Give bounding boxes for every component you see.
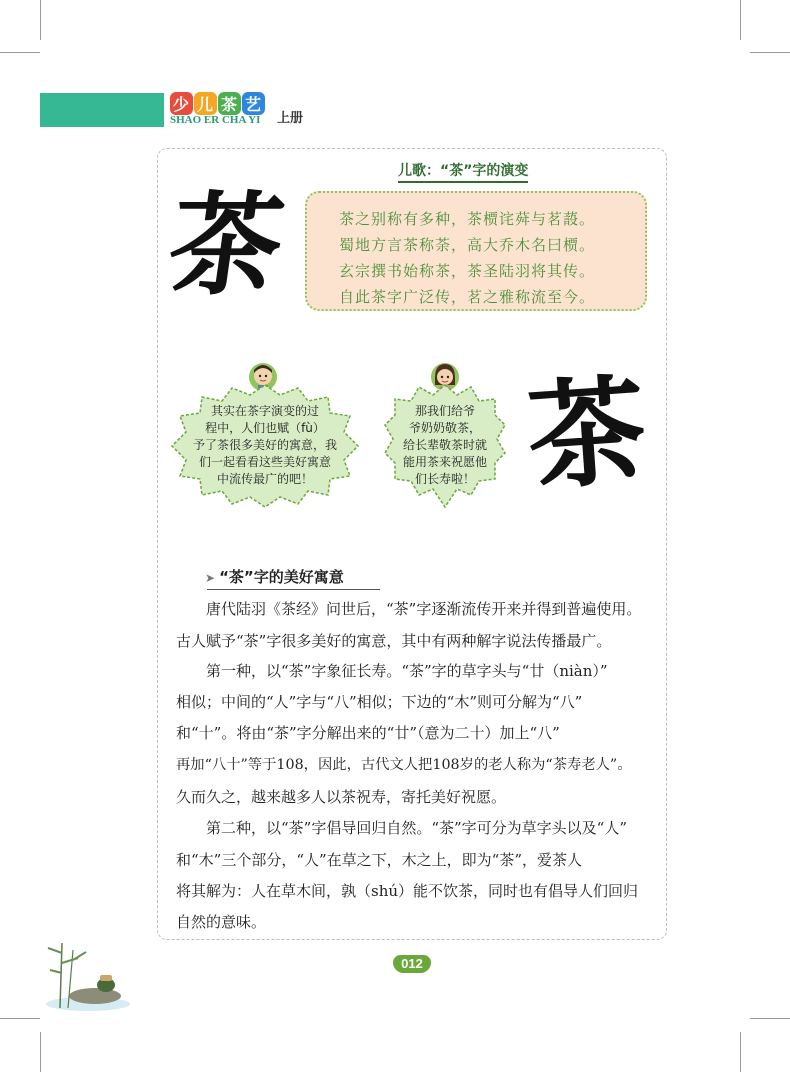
body-line: 相似；中间的“人”字与“八”相似；下边的“木”则可分解为“八”	[176, 693, 583, 711]
calligraphy-character: 茶	[523, 360, 651, 507]
logo-char: 茶	[218, 92, 241, 115]
body-line: 第二种，以“茶”字倡导回归自然。“茶”字可分为草字头以及“人”	[176, 819, 628, 837]
body-line: 和“木”三个部分，“人”在草之下，木之上，即为“茶”，爱茶人	[176, 851, 583, 869]
section-heading-text: “茶”字的美好寓意	[219, 568, 344, 586]
volume-label: 上册	[277, 111, 304, 126]
crop-mark	[740, 1032, 741, 1072]
speech-bubble-left	[170, 383, 360, 509]
crop-mark	[750, 52, 790, 53]
crop-mark	[0, 52, 40, 53]
body-line: 再加“八十”等于108，因此，古代文人把108岁的老人称为“茶寿老人”。	[176, 757, 632, 773]
bubble-line: 予了茶很多美好的寓意，我	[192, 438, 337, 452]
section-underline	[207, 589, 380, 590]
bubble-line: 那我们给爷	[414, 404, 475, 418]
logo-char: 艺	[242, 92, 265, 115]
body-line: 自然的意味。	[176, 913, 267, 931]
bubble-line: 中流传最广的吧！	[216, 472, 313, 486]
book-logo	[170, 92, 266, 115]
crop-mark	[750, 1018, 790, 1019]
bubble-line: 给长辈敬茶时就	[402, 438, 487, 452]
body-line: 久而久之，越来越多人以茶祝寿，寄托美好祝愿。	[176, 788, 507, 806]
header-bar	[40, 93, 164, 127]
page-number: 012	[393, 955, 431, 973]
poem-line: 自此茶字广泛传，茗之雅称流至今。	[339, 288, 596, 306]
body-line: 唐代陆羽《茶经》问世后，“茶”字逐渐流传开来并得到普遍使用。	[176, 600, 642, 618]
logo-char: 儿	[194, 92, 217, 115]
book-pinyin: SHAO ER CHA YI	[170, 114, 261, 126]
body-line: 第一种，以“茶”字象征长寿。“茶”字的草字头与“廿（niàn）”	[176, 662, 608, 680]
poem-line: 蜀地方言茶称荼，高大乔木名曰槚。	[339, 236, 596, 254]
poem-title: 儿歌：“茶”字的演变	[398, 160, 528, 183]
crop-mark	[40, 0, 41, 40]
crop-mark	[40, 1032, 41, 1072]
bubble-line: 们长寿啦！	[414, 472, 475, 486]
poem-line: 茶之别称有多种，茶槚诧荈与茗蔎。	[339, 210, 596, 228]
crop-mark	[740, 0, 741, 40]
section-heading	[205, 566, 344, 587]
calligraphy-character: 茶	[160, 180, 292, 311]
bubble-line: 爷奶奶敬茶，	[408, 421, 481, 435]
poem-line: 玄宗撰书始称茶，茶圣陆羽将其传。	[339, 262, 596, 280]
logo-char: 少	[170, 92, 193, 115]
body-line: 和“十”。将由“茶”字分解出来的“廿”（意为二十）加上“八”	[176, 724, 560, 742]
bubble-line: 能用茶来祝愿他	[402, 455, 487, 469]
crop-mark	[0, 1018, 40, 1019]
teapot-bamboo-illustration	[40, 938, 132, 1016]
speech-bubble-right	[383, 383, 507, 509]
bubble-line: 们一起看看这些美好寓意	[198, 455, 331, 469]
body-line: 将其解为：人在草木间，孰（shú）能不饮茶，同时也有倡导人们回归	[176, 882, 639, 900]
body-line: 古人赋予“茶”字很多美好的寓意，其中有两种解字说法传播最广。	[176, 632, 612, 650]
poem-box	[305, 191, 647, 311]
bubble-line: 其实在茶字演变的过	[210, 404, 319, 418]
bubble-line: 程中，人们也赋（fù）	[205, 421, 325, 435]
arrow-icon: ➤	[205, 571, 216, 585]
